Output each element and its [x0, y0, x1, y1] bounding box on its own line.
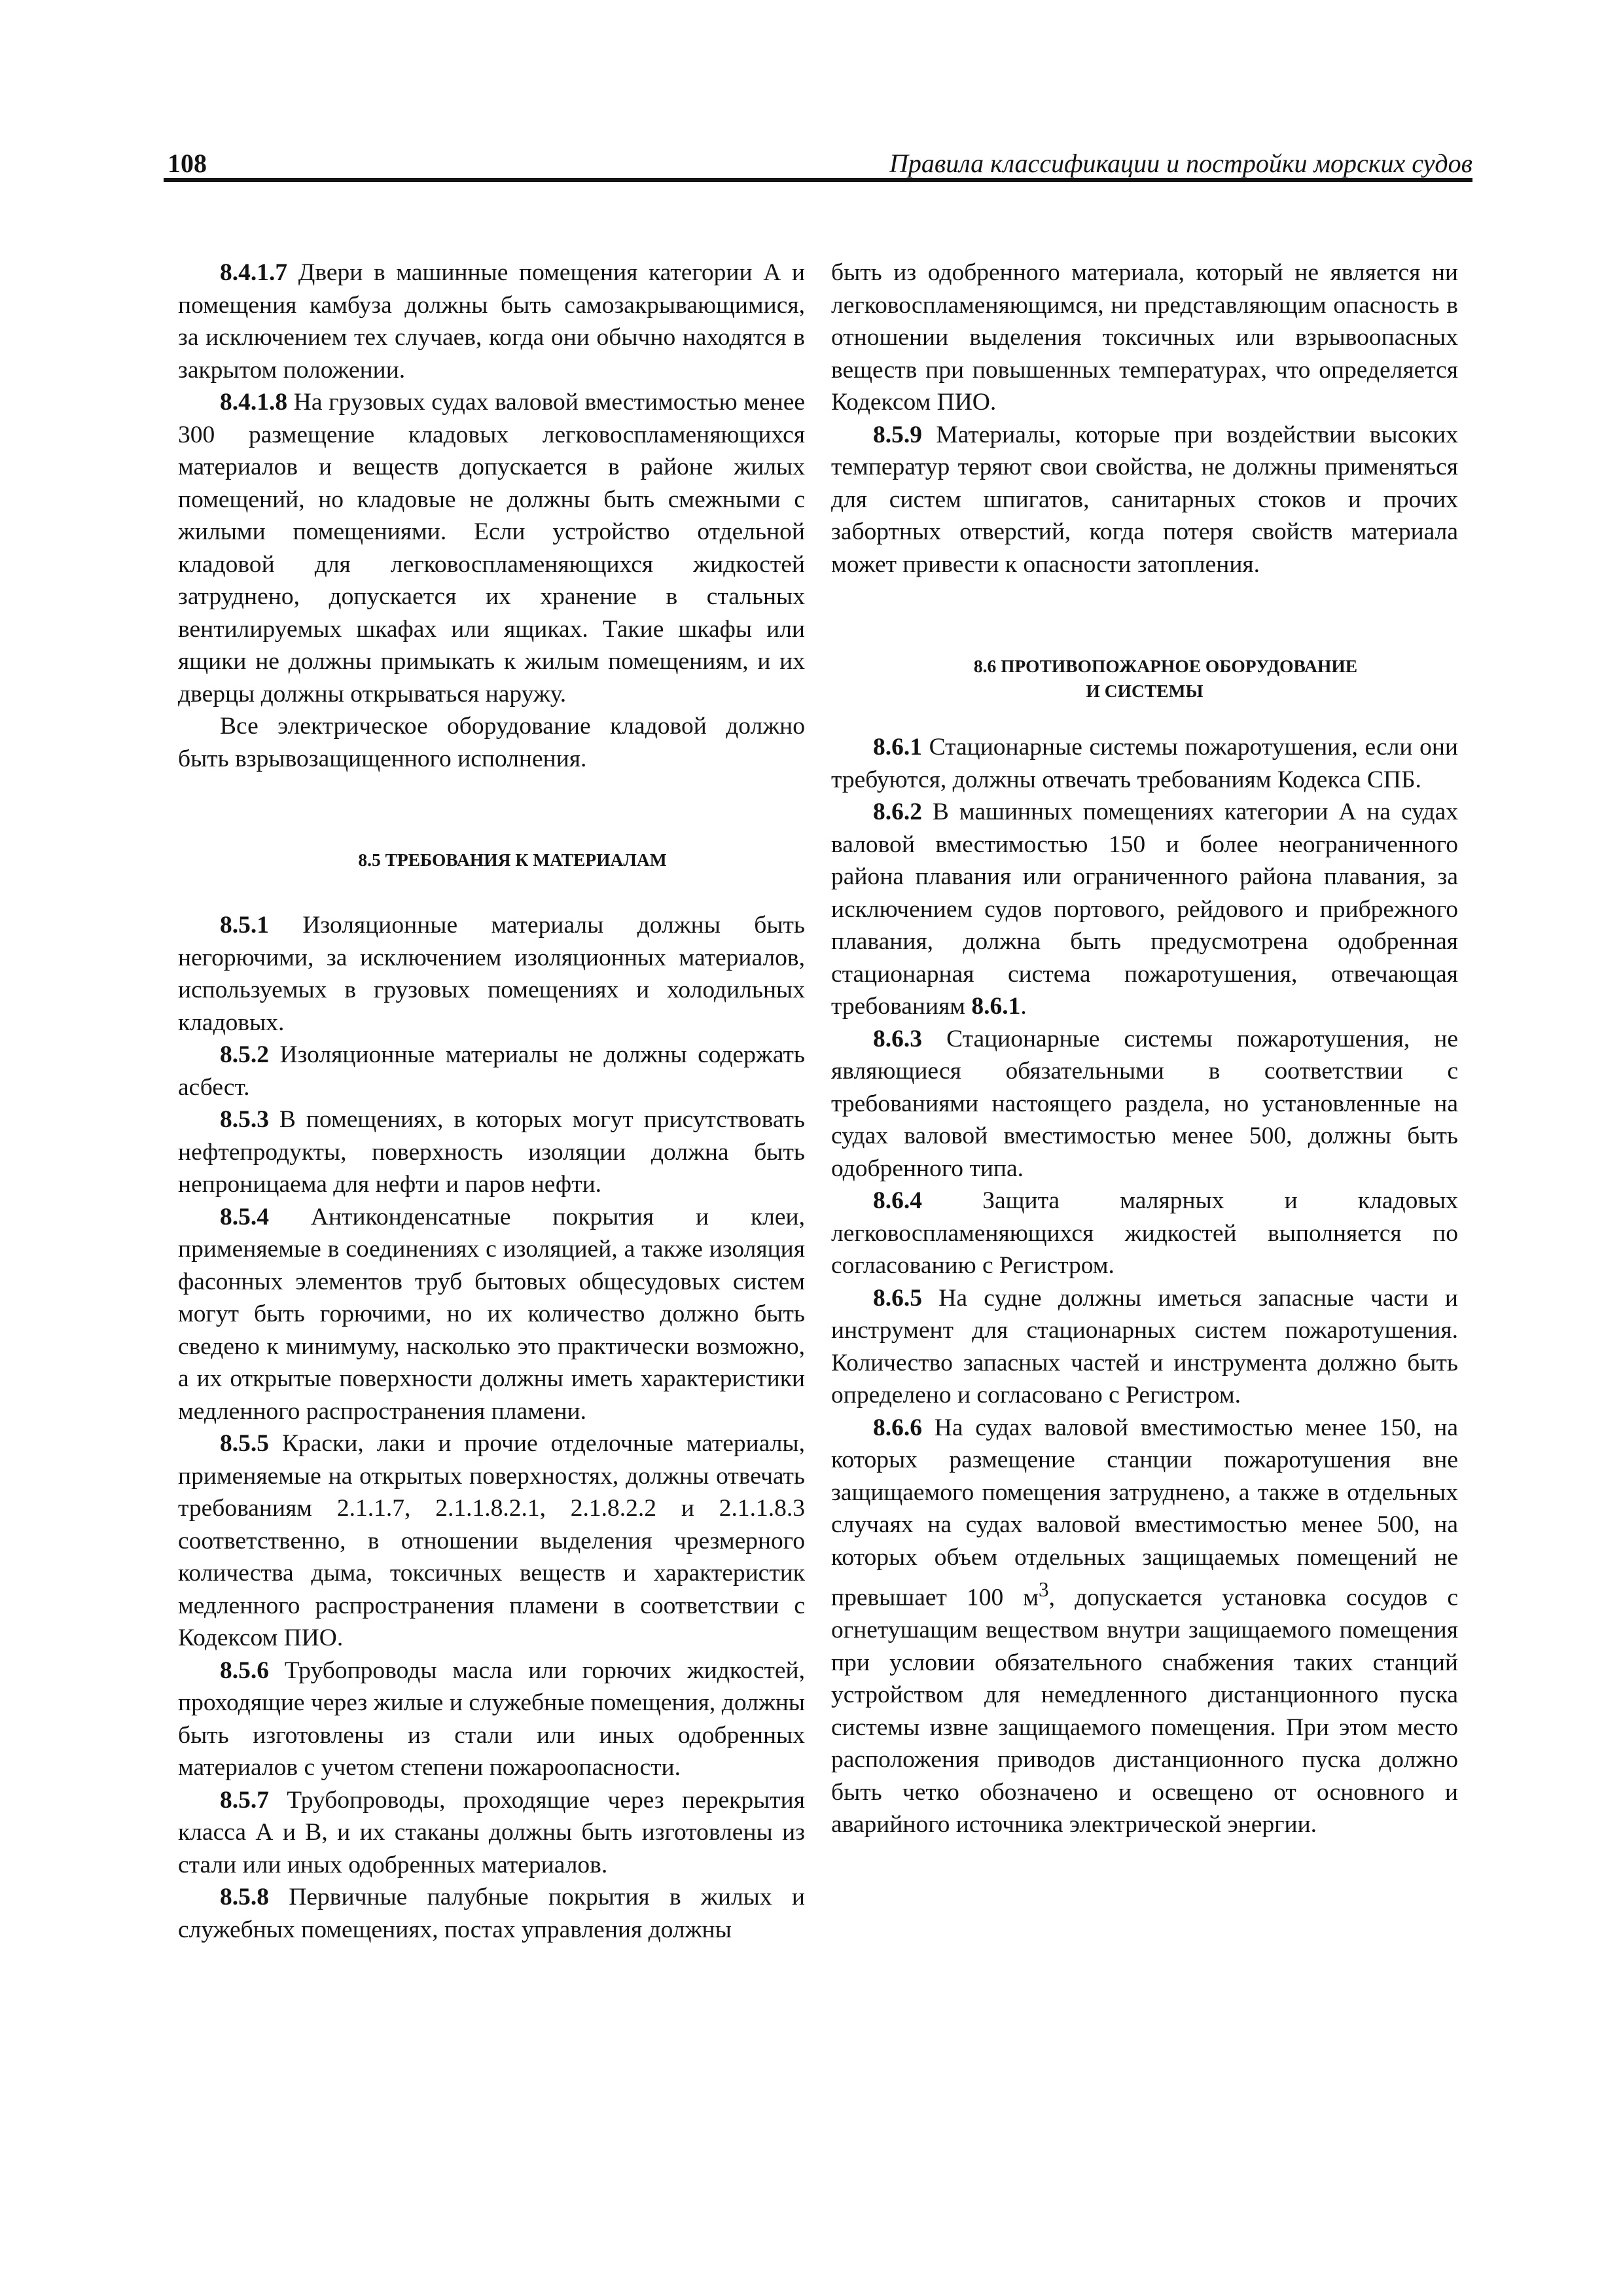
clause-number: 8.6.2 — [873, 798, 922, 825]
reference: 2.1.8.2.2 — [570, 1495, 657, 1522]
paragraph-text: Все электрическое оборудование кладовой должно быть взрывозащищенного исполнения. — [178, 713, 805, 772]
clause-8-6-1 — [831, 731, 1458, 796]
clause-number: 8.4.1.7 — [220, 259, 288, 286]
clause-text: Трубопроводы масла или горючих жидкостей, проходящие через жилые и служебные помещения, должны быть изготовлены из стали или иных одобренных материалов с учетом степени пожароопасности. — [178, 1657, 805, 1781]
reference: 2.1.1.8.3 — [719, 1495, 805, 1522]
clause-text: В машинных помещениях категории А на судах валовой вместимостью 150 и более неограниченного района плавания или ограниченного района плавания, за исключением судов портового, рейдового и прибрежного плавания, должна быть предусмотрена одобренная стационарная система пожаротушения, отвечающая требованиям — [831, 798, 1458, 1020]
right-column — [831, 257, 1458, 1841]
clause-number: 8.5.1 — [220, 912, 269, 939]
clause-text: На грузовых судах валовой вместимостью менее 300 размещение кладовых легковоспламеняющихся материалов и веществ допускается в районе жилых помещений, но кладовые не должны быть смежными с жилыми помещениями. Если устройство отдельной кладовой для легковоспламеняющихся жидкостей затруднено, допускается их хранение в стальных вентилируемых шкафах или ящиках. Такие шкафы или ящики не должны примыкать к жилым помещениям, и их дверцы должны открываться наружу. — [178, 389, 805, 708]
clause-8-5-2 — [178, 1039, 805, 1103]
clause-text: Антиконденсатные покрытия и клеи, применяемые в соединениях с изоляцией, а также изоляция фасонных элементов труб бытовых общесудовых систем могут быть горючими, но их количество должно быть сведено к минимуму, насколько это практически возможно, а их открытые поверхности должны иметь характеристики медленного распространения пламени. — [178, 1203, 805, 1425]
section-heading-line: И СИСТЕМЫ — [1086, 681, 1204, 701]
clause-text-end: . — [1020, 993, 1027, 1020]
clause-number: 8.5.2 — [220, 1041, 269, 1068]
clause-text: На судах валовой вместимостью менее 150, на которых размещение станции пожаротушения вне защищаемого помещения затруднено, а также в отдельных случаях на судах валовой вместимостью менее 500, на которых объем отдельных защищаемых помещений не превышает 100 м — [831, 1414, 1458, 1611]
clause-8-6-3 — [831, 1023, 1458, 1185]
clause-8-5-1 — [178, 909, 805, 1039]
clause-number: 8.6.3 — [873, 1025, 922, 1052]
clause-text: Стационарные системы пожаротушения, если они требуются, должны отвечать требованиям Кодекса СПБ. — [831, 734, 1458, 793]
section-heading-8-6 — [831, 654, 1458, 704]
clause-text: Двери в машинные помещения категории А и помещения камбуза должны быть самозакрывающимися, за исключением тех случаев, когда они обычно находятся в закрытом положении. — [178, 259, 805, 384]
clause-number: 8.5.4 — [220, 1203, 269, 1230]
clause-8-6-2 — [831, 796, 1458, 1023]
clause-8-5-8-continued — [831, 257, 1458, 419]
separator: , — [404, 1495, 436, 1522]
clause-text: , допускается установка сосудов с огнетушащим веществом внутри защищаемого помещения при условии обязательного снабжения таких станций устройством для немедленного дистанционного пуска системы извне защищаемого помещения. При этом место расположения приводов дистанционного пуска должно быть четко обозначено и освещено от основного и аварийного источника электрической энергии. — [831, 1584, 1458, 1838]
clause-text: Краски, лаки и прочие отделочные материалы, применяемые на открытых поверхностях, должны отвечать требованиям — [178, 1430, 805, 1522]
left-column — [178, 257, 805, 1946]
clause-text: Стационарные системы пожаротушения, не являющиеся обязательными в соответствии с требованиями настоящего раздела, но установленные на судах валовой вместимостью менее 500, должны быть одобренного типа. — [831, 1025, 1458, 1182]
clause-text: соответственно, в отношении выделения чрезмерного количества дыма, токсичных веществ и характеристик медленного распространения пламени в соответствии с Кодексом ПИО. — [178, 1527, 805, 1651]
clause-number: 8.4.1.8 — [220, 389, 288, 416]
clause-number: 8.5.3 — [220, 1106, 269, 1133]
clause-8-5-5 — [178, 1427, 805, 1655]
reference: 8.6.1 — [971, 993, 1021, 1020]
clause-text: На судне должны иметься запасные части и инструмент для стационарных систем пожаротушения. Количество запасных частей и инструмента должно быть определено и согласовано с Регистром. — [831, 1284, 1458, 1408]
clause-text: Материалы, которые при воздействии высоких температур теряют свои свойства, не должны применяться для систем шпигатов, санитарных стоков и прочих забортных отверстий, когда потеря свойств материала может привести к опасности затопления. — [831, 421, 1458, 578]
clause-8-6-5 — [831, 1282, 1458, 1412]
clause-text: Изоляционные материалы не должны содержать асбест. — [178, 1041, 805, 1101]
clause-number: 8.6.1 — [873, 734, 922, 761]
clause-number: 8.5.7 — [220, 1786, 269, 1814]
separator: , — [539, 1495, 571, 1522]
page-header — [164, 143, 1472, 182]
section-heading-line: 8.6 ПРОТИВОПОЖАРНОЕ ОБОРУДОВАНИЕ — [973, 656, 1358, 676]
clause-text: Защита малярных и кладовых легковоспламеняющихся жидкостей выполняется по согласованию с Регистром. — [831, 1187, 1458, 1279]
clause-text: Изоляционные материалы должны быть негорючими, за исключением изоляционных материалов, используемых в грузовых помещениях и холодильных кладовых. — [178, 912, 805, 1036]
clause-text: Первичные палубные покрытия в жилых и служебных помещениях, постах управления должны — [178, 1884, 805, 1943]
clause-number: 8.6.5 — [873, 1284, 922, 1312]
header-rule — [164, 178, 1472, 182]
clause-number: 8.5.5 — [220, 1430, 269, 1457]
paragraph-electrical-equipment — [178, 710, 805, 775]
clause-text: быть из одобренного материала, который не является ни легковоспламеняющимся, ни представляющим опасность в отношении выделения токсичных или взрывоопасных веществ при повышенных температурах, что определяется Кодексом ПИО. — [831, 259, 1458, 416]
clause-text: Трубопроводы, проходящие через перекрытия класса А и В, и их стаканы должны быть изготовлены из стали или иных одобренных материалов. — [178, 1786, 805, 1878]
running-title: Правила классификации и постройки морских судов — [889, 149, 1472, 178]
page-number: 108 — [168, 149, 207, 178]
clause-8-5-9 — [831, 419, 1458, 581]
clause-number: 8.6.6 — [873, 1414, 922, 1441]
clause-text: В помещениях, в которых могут присутствовать нефтепродукты, поверхность изоляции должна быть непроницаема для нефти и паров нефти. — [178, 1106, 805, 1198]
clause-number: 8.5.8 — [220, 1884, 269, 1910]
superscript: 3 — [1039, 1578, 1049, 1601]
section-heading-8-5: 8.5 ТРЕБОВАНИЯ К МАТЕРИАЛАМ — [358, 850, 667, 870]
clause-number: 8.5.6 — [220, 1657, 269, 1684]
clause-8-6-4 — [831, 1185, 1458, 1282]
clause-8-4-1-7 — [178, 257, 805, 386]
clause-number: 8.5.9 — [873, 421, 922, 448]
clause-8-5-8 — [178, 1881, 805, 1946]
clause-8-4-1-8 — [178, 386, 805, 710]
conjunction: и — [656, 1495, 719, 1522]
clause-8-5-3 — [178, 1103, 805, 1201]
clause-8-5-4 — [178, 1201, 805, 1428]
clause-8-5-7 — [178, 1784, 805, 1882]
reference: 2.1.1.7 — [336, 1495, 404, 1522]
clause-8-5-6 — [178, 1655, 805, 1784]
reference: 2.1.1.8.2.1 — [435, 1495, 540, 1522]
clause-number: 8.6.4 — [873, 1187, 922, 1214]
clause-8-6-6 — [831, 1412, 1458, 1841]
